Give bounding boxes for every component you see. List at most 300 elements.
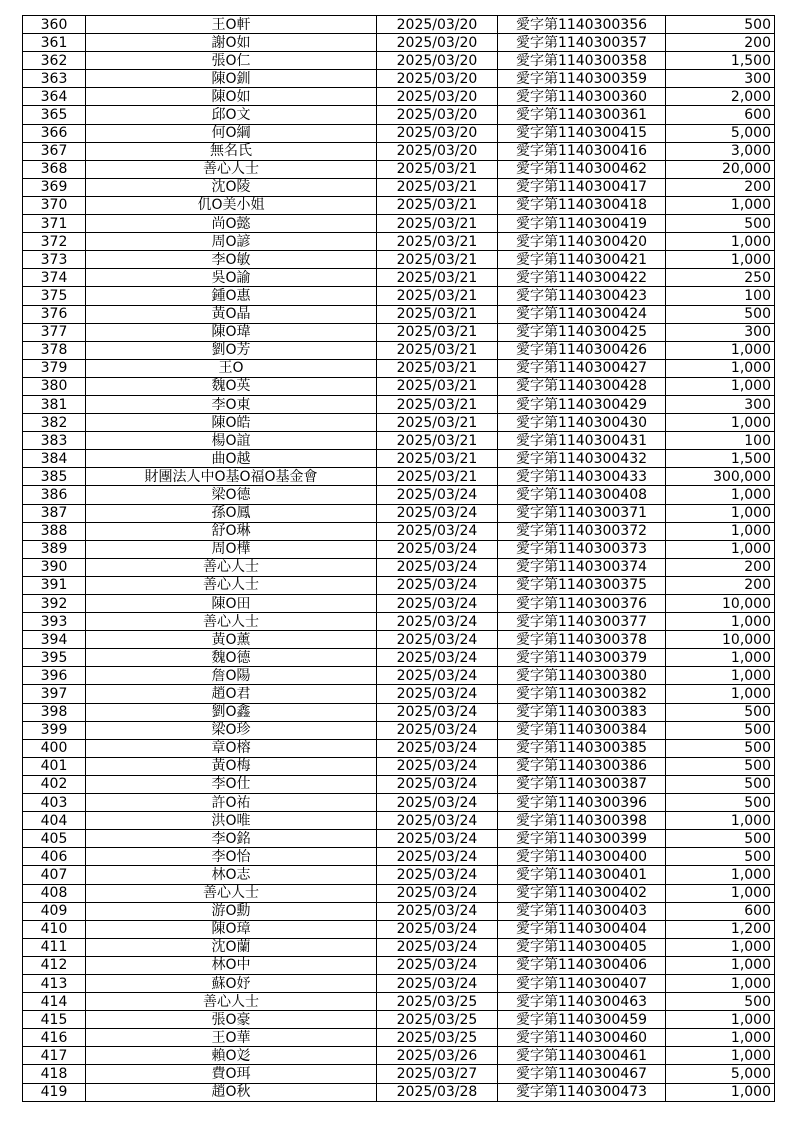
donor-name-cell: 陳O田: [86, 595, 377, 613]
row-number-cell: 383: [23, 432, 86, 450]
donor-name-cell: 李O仕: [86, 775, 377, 793]
donor-name-cell: 魏O德: [86, 649, 377, 667]
donation-date-cell: 2025/03/24: [377, 631, 498, 649]
donation-date-cell: 2025/03/24: [377, 685, 498, 703]
table-row: [23, 88, 775, 106]
donor-name-cell: 許O祐: [86, 794, 377, 812]
donation-date-cell: 2025/03/24: [377, 540, 498, 558]
row-number-cell: 398: [23, 703, 86, 721]
donor-name-cell: 善心人士: [86, 576, 377, 594]
donation-date-cell: 2025/03/21: [377, 233, 498, 251]
table-row: [23, 703, 775, 721]
row-number-cell: 415: [23, 1011, 86, 1029]
donation-date-cell: 2025/03/24: [377, 558, 498, 576]
donor-name-cell: 李O敏: [86, 251, 377, 269]
donation-date-cell: 2025/03/21: [377, 269, 498, 287]
donor-name-cell: 林O中: [86, 956, 377, 974]
donor-name-cell: 李O東: [86, 395, 377, 413]
row-number-cell: 365: [23, 106, 86, 124]
donation-date-cell: 2025/03/21: [377, 323, 498, 341]
amount-cell: 1,000: [666, 974, 775, 992]
table-row: [23, 685, 775, 703]
receipt-number-cell: 愛字第1140300383: [498, 703, 666, 721]
table-row: [23, 613, 775, 631]
donation-date-cell: 2025/03/24: [377, 649, 498, 667]
table-row: [23, 1065, 775, 1083]
table-row: [23, 450, 775, 468]
amount-cell: 250: [666, 269, 775, 287]
table-row: [23, 794, 775, 812]
donation-date-cell: 2025/03/24: [377, 830, 498, 848]
row-number-cell: 409: [23, 902, 86, 920]
table-row: [23, 1011, 775, 1029]
table-row: [23, 757, 775, 775]
donor-name-cell: 善心人士: [86, 884, 377, 902]
donor-name-cell: 周O諺: [86, 233, 377, 251]
row-number-cell: 379: [23, 359, 86, 377]
receipt-number-cell: 愛字第1140300382: [498, 685, 666, 703]
donation-date-cell: 2025/03/25: [377, 1011, 498, 1029]
amount-cell: 1,000: [666, 1029, 775, 1047]
receipt-number-cell: 愛字第1140300463: [498, 993, 666, 1011]
table-row: [23, 377, 775, 395]
row-number-cell: 401: [23, 757, 86, 775]
row-number-cell: 380: [23, 377, 86, 395]
table-row: [23, 1083, 775, 1101]
row-number-cell: 367: [23, 142, 86, 160]
row-number-cell: 413: [23, 974, 86, 992]
donor-name-cell: 蘇O妤: [86, 974, 377, 992]
table-row: [23, 775, 775, 793]
amount-cell: 10,000: [666, 631, 775, 649]
receipt-number-cell: 愛字第1140300422: [498, 269, 666, 287]
donation-date-cell: 2025/03/20: [377, 88, 498, 106]
table-row: [23, 522, 775, 540]
table-row: [23, 721, 775, 739]
row-number-cell: 404: [23, 812, 86, 830]
amount-cell: 1,000: [666, 613, 775, 631]
donation-date-cell: 2025/03/24: [377, 812, 498, 830]
table-row: [23, 233, 775, 251]
row-number-cell: 366: [23, 124, 86, 142]
donor-name-cell: 劉O芳: [86, 341, 377, 359]
receipt-number-cell: 愛字第1140300386: [498, 757, 666, 775]
amount-cell: 1,000: [666, 1083, 775, 1101]
donation-date-cell: 2025/03/24: [377, 848, 498, 866]
row-number-cell: 385: [23, 468, 86, 486]
amount-cell: 1,000: [666, 1047, 775, 1065]
amount-cell: 500: [666, 794, 775, 812]
amount-cell: 1,000: [666, 649, 775, 667]
row-number-cell: 391: [23, 576, 86, 594]
table-row: [23, 305, 775, 323]
donation-date-cell: 2025/03/20: [377, 34, 498, 52]
amount-cell: 1,000: [666, 522, 775, 540]
table-row: [23, 432, 775, 450]
donation-date-cell: 2025/03/24: [377, 775, 498, 793]
receipt-number-cell: 愛字第1140300401: [498, 866, 666, 884]
amount-cell: 500: [666, 775, 775, 793]
receipt-number-cell: 愛字第1140300431: [498, 432, 666, 450]
receipt-number-cell: 愛字第1140300467: [498, 1065, 666, 1083]
donor-name-cell: 陳O璋: [86, 920, 377, 938]
row-number-cell: 418: [23, 1065, 86, 1083]
row-number-cell: 378: [23, 341, 86, 359]
receipt-number-cell: 愛字第1140300361: [498, 106, 666, 124]
row-number-cell: 411: [23, 938, 86, 956]
receipt-number-cell: 愛字第1140300398: [498, 812, 666, 830]
receipt-number-cell: 愛字第1140300384: [498, 721, 666, 739]
donor-name-cell: 梁O珍: [86, 721, 377, 739]
donation-date-cell: 2025/03/24: [377, 884, 498, 902]
row-number-cell: 405: [23, 830, 86, 848]
receipt-number-cell: 愛字第1140300417: [498, 178, 666, 196]
donor-name-cell: 黃O薰: [86, 631, 377, 649]
row-number-cell: 361: [23, 34, 86, 52]
donor-name-cell: 王O軒: [86, 16, 377, 34]
donation-date-cell: 2025/03/21: [377, 450, 498, 468]
table-row: [23, 576, 775, 594]
amount-cell: 1,500: [666, 52, 775, 70]
donor-name-cell: 魏O英: [86, 377, 377, 395]
donor-name-cell: 楊O誼: [86, 432, 377, 450]
donation-date-cell: 2025/03/26: [377, 1047, 498, 1065]
row-number-cell: 417: [23, 1047, 86, 1065]
amount-cell: 500: [666, 703, 775, 721]
table-row: [23, 812, 775, 830]
donation-date-cell: 2025/03/28: [377, 1083, 498, 1101]
donor-name-cell: 張O豪: [86, 1011, 377, 1029]
donor-name-cell: 賴O彣: [86, 1047, 377, 1065]
amount-cell: 500: [666, 721, 775, 739]
table-row: [23, 215, 775, 233]
receipt-number-cell: 愛字第1140300404: [498, 920, 666, 938]
receipt-number-cell: 愛字第1140300379: [498, 649, 666, 667]
amount-cell: 1,000: [666, 667, 775, 685]
table-row: [23, 323, 775, 341]
donor-name-cell: 王O: [86, 359, 377, 377]
row-number-cell: 376: [23, 305, 86, 323]
donation-date-cell: 2025/03/24: [377, 938, 498, 956]
donation-date-cell: 2025/03/25: [377, 993, 498, 1011]
row-number-cell: 408: [23, 884, 86, 902]
table-row: [23, 341, 775, 359]
receipt-number-cell: 愛字第1140300400: [498, 848, 666, 866]
table-row: [23, 1029, 775, 1047]
donation-date-cell: 2025/03/24: [377, 721, 498, 739]
row-number-cell: 393: [23, 613, 86, 631]
table-row: [23, 974, 775, 992]
table-row: [23, 884, 775, 902]
amount-cell: 1,000: [666, 414, 775, 432]
table-row: [23, 540, 775, 558]
donor-name-cell: 無名氏: [86, 142, 377, 160]
donor-name-cell: 趙O君: [86, 685, 377, 703]
amount-cell: 1,000: [666, 938, 775, 956]
row-number-cell: 375: [23, 287, 86, 305]
receipt-number-cell: 愛字第1140300371: [498, 504, 666, 522]
table-row: [23, 269, 775, 287]
donation-date-cell: 2025/03/24: [377, 739, 498, 757]
donor-name-cell: 劉O鑫: [86, 703, 377, 721]
table-row: [23, 142, 775, 160]
receipt-number-cell: 愛字第1140300373: [498, 540, 666, 558]
amount-cell: 600: [666, 902, 775, 920]
donation-date-cell: 2025/03/20: [377, 52, 498, 70]
donor-name-cell: 沈O陵: [86, 178, 377, 196]
row-number-cell: 389: [23, 540, 86, 558]
donor-name-cell: 善心人士: [86, 993, 377, 1011]
row-number-cell: 381: [23, 395, 86, 413]
donor-name-cell: 財團法人中O基O福O基金會: [86, 468, 377, 486]
receipt-number-cell: 愛字第1140300405: [498, 938, 666, 956]
receipt-number-cell: 愛字第1140300357: [498, 34, 666, 52]
table-row: [23, 558, 775, 576]
receipt-number-cell: 愛字第1140300408: [498, 486, 666, 504]
amount-cell: 600: [666, 106, 775, 124]
row-number-cell: 372: [23, 233, 86, 251]
donation-date-cell: 2025/03/21: [377, 178, 498, 196]
receipt-number-cell: 愛字第1140300460: [498, 1029, 666, 1047]
donation-date-cell: 2025/03/21: [377, 395, 498, 413]
amount-cell: 1,000: [666, 196, 775, 214]
donor-name-cell: 謝O如: [86, 34, 377, 52]
row-number-cell: 388: [23, 522, 86, 540]
receipt-number-cell: 愛字第1140300399: [498, 830, 666, 848]
row-number-cell: 399: [23, 721, 86, 739]
receipt-number-cell: 愛字第1140300360: [498, 88, 666, 106]
receipt-number-cell: 愛字第1140300427: [498, 359, 666, 377]
table-row: [23, 106, 775, 124]
donor-name-cell: 鍾O惠: [86, 287, 377, 305]
donor-name-cell: 陳O皓: [86, 414, 377, 432]
table-row: [23, 830, 775, 848]
donation-date-cell: 2025/03/21: [377, 160, 498, 178]
donation-date-cell: 2025/03/20: [377, 106, 498, 124]
amount-cell: 300: [666, 395, 775, 413]
receipt-number-cell: 愛字第1140300403: [498, 902, 666, 920]
row-number-cell: 360: [23, 16, 86, 34]
donor-name-cell: 周O樺: [86, 540, 377, 558]
donation-date-cell: 2025/03/24: [377, 974, 498, 992]
amount-cell: 500: [666, 848, 775, 866]
row-number-cell: 396: [23, 667, 86, 685]
receipt-number-cell: 愛字第1140300376: [498, 595, 666, 613]
row-number-cell: 410: [23, 920, 86, 938]
amount-cell: 200: [666, 34, 775, 52]
donor-name-cell: 李O銘: [86, 830, 377, 848]
donor-name-cell: 梁O德: [86, 486, 377, 504]
donation-date-cell: 2025/03/21: [377, 359, 498, 377]
donor-name-cell: 費O珥: [86, 1065, 377, 1083]
amount-cell: 10,000: [666, 595, 775, 613]
table-row: [23, 34, 775, 52]
receipt-number-cell: 愛字第1140300426: [498, 341, 666, 359]
row-number-cell: 407: [23, 866, 86, 884]
row-number-cell: 403: [23, 794, 86, 812]
donation-date-cell: 2025/03/24: [377, 522, 498, 540]
receipt-number-cell: 愛字第1140300378: [498, 631, 666, 649]
receipt-number-cell: 愛字第1140300429: [498, 395, 666, 413]
receipt-number-cell: 愛字第1140300423: [498, 287, 666, 305]
row-number-cell: 414: [23, 993, 86, 1011]
receipt-number-cell: 愛字第1140300380: [498, 667, 666, 685]
table-row: [23, 16, 775, 34]
donation-date-cell: 2025/03/21: [377, 341, 498, 359]
receipt-number-cell: 愛字第1140300425: [498, 323, 666, 341]
receipt-number-cell: 愛字第1140300420: [498, 233, 666, 251]
donor-name-cell: 何O綱: [86, 124, 377, 142]
amount-cell: 1,000: [666, 812, 775, 830]
row-number-cell: 397: [23, 685, 86, 703]
donation-date-cell: 2025/03/21: [377, 215, 498, 233]
receipt-number-cell: 愛字第1140300462: [498, 160, 666, 178]
amount-cell: 5,000: [666, 1065, 775, 1083]
receipt-number-cell: 愛字第1140300374: [498, 558, 666, 576]
amount-cell: 1,000: [666, 1011, 775, 1029]
donation-date-cell: 2025/03/24: [377, 866, 498, 884]
table-row: [23, 359, 775, 377]
row-number-cell: 362: [23, 52, 86, 70]
row-number-cell: 377: [23, 323, 86, 341]
table-row: [23, 124, 775, 142]
receipt-number-cell: 愛字第1140300459: [498, 1011, 666, 1029]
amount-cell: 1,000: [666, 233, 775, 251]
amount-cell: 1,000: [666, 866, 775, 884]
receipt-number-cell: 愛字第1140300396: [498, 794, 666, 812]
donor-name-cell: 尚O懿: [86, 215, 377, 233]
donor-name-cell: 詹O陽: [86, 667, 377, 685]
receipt-number-cell: 愛字第1140300377: [498, 613, 666, 631]
table-row: [23, 1047, 775, 1065]
receipt-number-cell: 愛字第1140300406: [498, 956, 666, 974]
row-number-cell: 384: [23, 450, 86, 468]
row-number-cell: 368: [23, 160, 86, 178]
row-number-cell: 392: [23, 595, 86, 613]
amount-cell: 1,000: [666, 540, 775, 558]
table-row: [23, 251, 775, 269]
donor-name-cell: 林O志: [86, 866, 377, 884]
amount-cell: 2,000: [666, 88, 775, 106]
donation-date-cell: 2025/03/24: [377, 595, 498, 613]
donor-name-cell: 陳O如: [86, 88, 377, 106]
donation-date-cell: 2025/03/24: [377, 486, 498, 504]
table-row: [23, 504, 775, 522]
donor-name-cell: 章O榕: [86, 739, 377, 757]
row-number-cell: 371: [23, 215, 86, 233]
row-number-cell: 382: [23, 414, 86, 432]
row-number-cell: 394: [23, 631, 86, 649]
donor-name-cell: 陳O釧: [86, 70, 377, 88]
table-row: [23, 70, 775, 88]
receipt-number-cell: 愛字第1140300385: [498, 739, 666, 757]
table-row: [23, 196, 775, 214]
donor-name-cell: 李O怡: [86, 848, 377, 866]
row-number-cell: 390: [23, 558, 86, 576]
receipt-number-cell: 愛字第1140300358: [498, 52, 666, 70]
receipt-number-cell: 愛字第1140300402: [498, 884, 666, 902]
row-number-cell: 374: [23, 269, 86, 287]
amount-cell: 500: [666, 830, 775, 848]
amount-cell: 1,000: [666, 884, 775, 902]
table-row: [23, 956, 775, 974]
donor-name-cell: 善心人士: [86, 558, 377, 576]
receipt-number-cell: 愛字第1140300356: [498, 16, 666, 34]
donation-date-cell: 2025/03/21: [377, 414, 498, 432]
donation-date-cell: 2025/03/21: [377, 432, 498, 450]
donor-name-cell: 吳O諭: [86, 269, 377, 287]
donation-date-cell: 2025/03/24: [377, 504, 498, 522]
receipt-number-cell: 愛字第1140300473: [498, 1083, 666, 1101]
table-row: [23, 395, 775, 413]
amount-cell: 1,000: [666, 685, 775, 703]
donation-date-cell: 2025/03/25: [377, 1029, 498, 1047]
donation-table: [22, 15, 775, 1102]
receipt-number-cell: 愛字第1140300372: [498, 522, 666, 540]
amount-cell: 1,000: [666, 359, 775, 377]
donor-name-cell: 張O仁: [86, 52, 377, 70]
donation-date-cell: 2025/03/21: [377, 377, 498, 395]
table-row: [23, 866, 775, 884]
receipt-number-cell: 愛字第1140300461: [498, 1047, 666, 1065]
amount-cell: 1,000: [666, 956, 775, 974]
amount-cell: 20,000: [666, 160, 775, 178]
table-row: [23, 178, 775, 196]
donor-name-cell: 孫O鳳: [86, 504, 377, 522]
receipt-number-cell: 愛字第1140300419: [498, 215, 666, 233]
table-row: [23, 160, 775, 178]
amount-cell: 200: [666, 558, 775, 576]
table-row: [23, 848, 775, 866]
donor-name-cell: 王O華: [86, 1029, 377, 1047]
receipt-number-cell: 愛字第1140300418: [498, 196, 666, 214]
receipt-number-cell: 愛字第1140300416: [498, 142, 666, 160]
receipt-number-cell: 愛字第1140300424: [498, 305, 666, 323]
donation-date-cell: 2025/03/24: [377, 757, 498, 775]
amount-cell: 300,000: [666, 468, 775, 486]
receipt-number-cell: 愛字第1140300407: [498, 974, 666, 992]
amount-cell: 100: [666, 432, 775, 450]
row-number-cell: 395: [23, 649, 86, 667]
amount-cell: 200: [666, 178, 775, 196]
receipt-number-cell: 愛字第1140300375: [498, 576, 666, 594]
donation-date-cell: 2025/03/21: [377, 196, 498, 214]
amount-cell: 1,000: [666, 377, 775, 395]
receipt-number-cell: 愛字第1140300387: [498, 775, 666, 793]
donation-date-cell: 2025/03/24: [377, 576, 498, 594]
donation-date-cell: 2025/03/24: [377, 956, 498, 974]
donation-date-cell: 2025/03/24: [377, 613, 498, 631]
table-row: [23, 414, 775, 432]
amount-cell: 300: [666, 323, 775, 341]
donor-name-cell: 曲O越: [86, 450, 377, 468]
table-row: [23, 287, 775, 305]
amount-cell: 1,200: [666, 920, 775, 938]
receipt-number-cell: 愛字第1140300421: [498, 251, 666, 269]
donor-name-cell: 善心人士: [86, 160, 377, 178]
row-number-cell: 416: [23, 1029, 86, 1047]
table-row: [23, 486, 775, 504]
row-number-cell: 364: [23, 88, 86, 106]
row-number-cell: 373: [23, 251, 86, 269]
row-number-cell: 369: [23, 178, 86, 196]
donation-date-cell: 2025/03/21: [377, 287, 498, 305]
table-row: [23, 468, 775, 486]
donation-date-cell: 2025/03/24: [377, 902, 498, 920]
table-row: [23, 993, 775, 1011]
donation-date-cell: 2025/03/20: [377, 124, 498, 142]
row-number-cell: 400: [23, 739, 86, 757]
